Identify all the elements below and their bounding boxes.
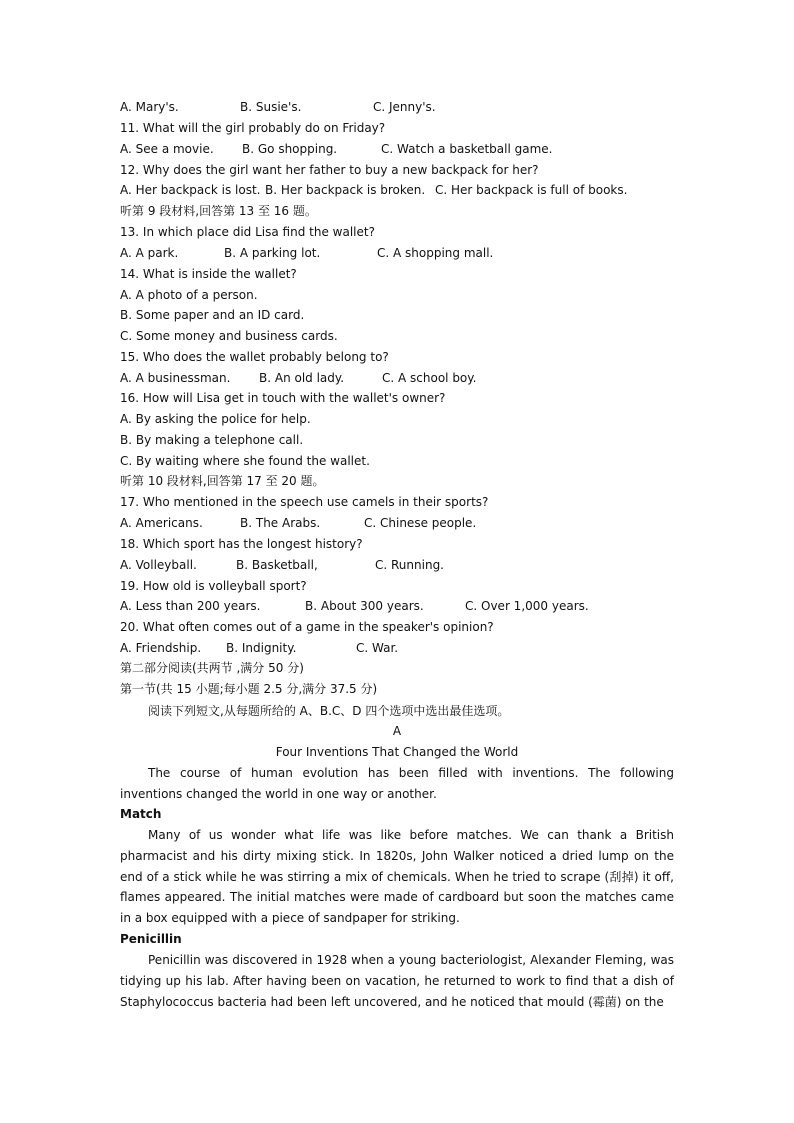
option-c: C. A shopping mall. [377, 246, 494, 260]
option-b: B. Indignity. [226, 641, 297, 655]
question-15: 15. Who does the wallet probably belong to? [120, 350, 389, 364]
q16-option-b: B. By making a telephone call. [120, 433, 304, 447]
section-9-instruction: 听第 9 段材料,回答第 13 至 16 题。 [120, 204, 317, 218]
question-11: 11. What will the girl probably do on Friday? [120, 121, 386, 135]
reading-instruction: 阅读下列短文,从每题所给的 A、B.C、D 四个选项中选出最佳选项。 [148, 704, 510, 718]
option-c: C. Over 1,000 years. [465, 599, 589, 613]
q14-option-a: A. A photo of a person. [120, 288, 258, 302]
penicillin-paragraph: Penicillin was discovered in 1928 when a young bacteriologist, Alexander Fleming, was tidying up his lab. After having been on vacation, he returned to work to find that a dish of Staphylococcus bacteria had been left uncovered, and he noticed that mould (霉菌) on the [120, 953, 674, 1009]
section-10-instruction: 听第 10 段材料,回答第 17 至 20 题。 [120, 474, 325, 488]
option-b: B. The Arabs. [240, 516, 321, 530]
match-paragraph: Many of us wonder what life was like before matches. We can thank a British pharmacist and his dirty mixing stick. In 1820s, John Walker noticed a dried lump on the end of a stick while he was stirring a mix of chemicals. When he tried to scrape (刮掉) it off, flames appeared. The initial matches were made of cardboard but soon the matches came in a box equipped with a piece of sandpaper for striking. [120, 828, 674, 926]
option-a: A. Friendship. [120, 641, 202, 655]
option-b: B. Go shopping. [242, 142, 338, 156]
option-a: A. Mary's. [120, 100, 179, 114]
option-c: C. Chinese people. [364, 516, 477, 530]
section-1-heading: 第一节(共 15 小题;每小题 2.5 分,满分 37.5 分) [120, 682, 378, 696]
option-c: C. War. [356, 641, 399, 655]
option-c: C. Jenny's. [373, 100, 436, 114]
intro-paragraph: The course of human evolution has been filled with inventions. The following inventions changed the world in one way or another. [120, 766, 674, 801]
question-16: 16. How will Lisa get in touch with the wallet's owner? [120, 391, 446, 405]
option-a: A. Volleyball. [120, 558, 197, 572]
option-a: A. A businessman. [120, 371, 231, 385]
option-a: A. Less than 200 years. [120, 599, 261, 613]
option-b: B. Her backpack is broken. [265, 183, 426, 197]
option-c: C. A school boy. [382, 371, 477, 385]
option-a: A. Her backpack is lost. [120, 183, 261, 197]
option-b: B. Basketball, [236, 558, 318, 572]
passage-letter: A [392, 724, 402, 738]
q16-option-c: C. By waiting where she found the wallet. [120, 454, 370, 468]
option-b: B. About 300 years. [305, 599, 424, 613]
question-14: 14. What is inside the wallet? [120, 267, 297, 281]
option-a: A. A park. [120, 246, 179, 260]
question-13: 13. In which place did Lisa find the wallet? [120, 225, 375, 239]
question-12: 12. Why does the girl want her father to buy a new backpack for her? [120, 163, 539, 177]
option-b: B. A parking lot. [224, 246, 321, 260]
heading-match: Match [120, 807, 162, 821]
option-c: C. Watch a basketball game. [381, 142, 553, 156]
part-2-heading: 第二部分阅读(共两节 ,满分 50 分) [120, 661, 304, 675]
option-c: C. Her backpack is full of books. [435, 183, 628, 197]
question-18: 18. Which sport has the longest history? [120, 537, 363, 551]
option-c: C. Running. [375, 558, 444, 572]
option-a: A. See a movie. [120, 142, 214, 156]
question-17: 17. Who mentioned in the speech use camels in their sports? [120, 495, 489, 509]
question-19: 19. How old is volleyball sport? [120, 579, 307, 593]
option-a: A. Americans. [120, 516, 203, 530]
passage-title: Four Inventions That Changed the World [275, 745, 519, 759]
option-b: B. An old lady. [259, 371, 345, 385]
option-b: B. Susie's. [240, 100, 302, 114]
q16-option-a: A. By asking the police for help. [120, 412, 311, 426]
q14-option-c: C. Some money and business cards. [120, 329, 338, 343]
question-20: 20. What often comes out of a game in the speaker's opinion? [120, 620, 494, 634]
q14-option-b: B. Some paper and an ID card. [120, 308, 305, 322]
heading-penicillin: Penicillin [120, 932, 182, 946]
